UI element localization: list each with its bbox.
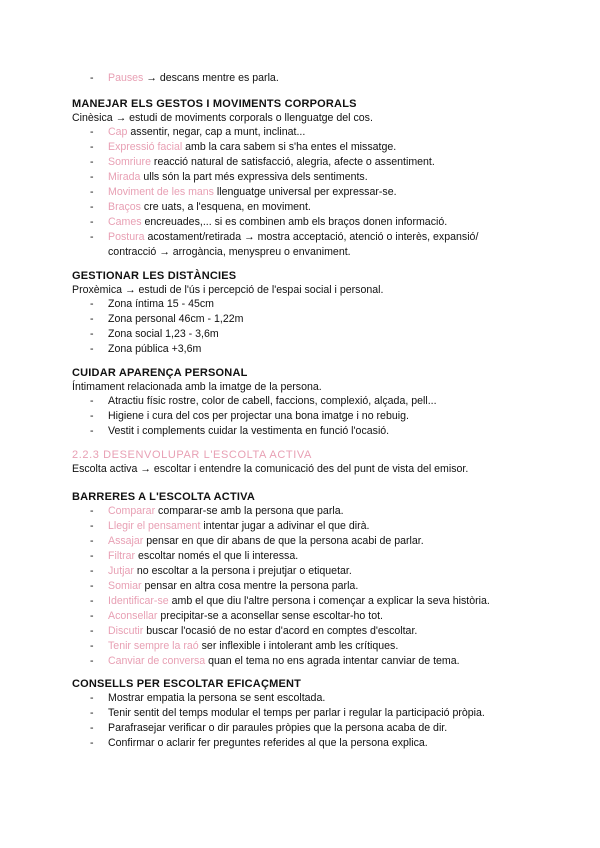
term: Llegir el pensament: [108, 520, 201, 532]
list-item: - Tenir sentit del temps modular el temps per parlar i regular la participació pròpia.: [90, 707, 485, 719]
item-text: Parafrasejar verificar o dir paraules pròpies que la persona acaba de dir.: [108, 722, 448, 734]
list-item: - Assajar pensar en que dir abans de que la persona acabi de parlar.: [90, 535, 424, 547]
item-text: escoltar només el que li interessa.: [135, 550, 299, 562]
list-item: - Parafrasejar verificar o dir paraules pròpies que la persona acaba de dir.: [90, 722, 448, 734]
list-item: - Braços cre uats, a l'esquena, en moviment.: [90, 201, 311, 213]
list-item: - Higiene i cura del cos per projectar una bona imatge i no rebuig.: [90, 410, 409, 422]
section-intro: Escolta activa → escoltar i entendre la comunicació des del punt de vista del emisor.: [72, 463, 469, 475]
term: Discutir: [108, 625, 144, 637]
list-item: - Somiar pensar en altra cosa mentre la persona parla.: [90, 580, 359, 592]
section-intro: Íntimament relacionada amb la imatge de la persona.: [72, 381, 322, 393]
list-item: - Discutir buscar l'ocasió de no estar d'acord en comptes d'escoltar.: [90, 625, 418, 637]
list-item: - Aconsellar precipitar-se a aconsellar sense escoltar-ho tot.: [90, 610, 383, 622]
item-text: pensar en altra cosa mentre la persona parla.: [141, 580, 359, 592]
list-item: - Comparar comparar-se amb la persona que parla.: [90, 505, 344, 517]
section-list: [72, 297, 532, 357]
term: Expressió facial: [108, 141, 183, 153]
section-intro: Proxèmica → estudi de l'ús i percepció de l'espai social i personal.: [72, 284, 384, 296]
item-text: Higiene i cura del cos per projectar una bona imatge i no rebuig.: [108, 410, 409, 422]
list-item: - Jutjar no escoltar a la persona i prejutjar o etiquetar.: [90, 565, 352, 577]
list-item: - Mostrar empatia la persona se sent escoltada.: [90, 692, 326, 704]
item-text: reacció natural de satisfacció, alegria, afecte o assentiment.: [150, 156, 435, 168]
section-intro: Cinèsica → estudi de moviments corporals o llenguatge del cos.: [72, 112, 373, 124]
section-consells: [72, 677, 532, 751]
term: Canviar de conversa: [108, 655, 206, 667]
term: Braços: [108, 201, 141, 213]
term: Filtrar: [108, 550, 136, 562]
list-item: - Zona personal 46cm - 1,22m: [90, 313, 244, 325]
item-text: intentar jugar a adivinar el que dirà.: [200, 520, 370, 532]
item-text: amb la cara sabem si s'ha entes el missatge.: [182, 141, 397, 153]
term: Mirada: [108, 171, 141, 183]
item-text: acostament/retirada → mostra acceptació, atenció o interès, expansió/: [144, 231, 479, 243]
term: Somriure: [108, 156, 151, 168]
list-item: - Somriure reacció natural de satisfacció, alegria, afecte o assentiment.: [90, 156, 435, 168]
item-text: Zona pública +3,6m: [108, 343, 202, 355]
list-item: - Atractiu físic rostre, color de cabell, faccions, complexió, alçada, pell...: [90, 395, 437, 407]
item-text: → descans mentre es parla.: [143, 72, 279, 84]
list-item: - Zona íntima 15 - 45cm: [90, 298, 214, 310]
list-item: - Confirmar o aclarir fer preguntes referides al que la persona explica.: [90, 737, 428, 749]
section-list: [72, 125, 532, 245]
item-text: Mostrar empatia la persona se sent escoltada.: [108, 692, 326, 704]
section-list: [72, 691, 532, 751]
section-list: [72, 504, 532, 669]
item-text: amb el que diu l'altre persona i començar a explicar la seva història.: [168, 595, 490, 607]
list-item: - Cames encreuades,... si es combinen amb els braços donen informació.: [90, 216, 448, 228]
term: Cames: [108, 216, 142, 228]
list-item: - Canviar de conversa quan el tema no ens agrada intentar canviar de tema.: [90, 655, 460, 667]
term: Identificar-se: [108, 595, 169, 607]
term: Pauses: [108, 72, 144, 84]
list-item: - Pauses → descans mentre es parla.: [90, 72, 279, 84]
section-escolta-activa: [72, 448, 532, 476]
top-list: [72, 71, 532, 86]
item-text: assentir, negar, cap a munt, inclinat...: [127, 126, 306, 138]
item-text: Zona social 1,23 - 3,6m: [108, 328, 219, 340]
item-text: cre uats, a l'esquena, en moviment.: [140, 201, 311, 213]
item-text: llenguatge universal per expressar-se.: [213, 186, 397, 198]
term: Assajar: [108, 535, 144, 547]
term: Aconsellar: [108, 610, 158, 622]
item-text: no escoltar a la persona i prejutjar o etiquetar.: [133, 565, 352, 577]
item-text: Tenir sentit del temps modular el temps per parlar i regular la participació pròpia.: [108, 707, 485, 719]
section-list: [72, 394, 532, 439]
section-gestos: [72, 97, 532, 260]
section-heading: MANEJAR ELS GESTOS I MOVIMENTS CORPORALS: [72, 98, 357, 110]
list-item: - Expressió facial amb la cara sabem si s'ha entes el missatge.: [90, 141, 397, 153]
section-aparenca: [72, 366, 532, 439]
list-item: - Filtrar escoltar només el que li interessa.: [90, 550, 299, 562]
list-item: - Postura acostament/retirada → mostra acceptació, atenció o interès, expansió/: [90, 231, 479, 243]
term: Comparar: [108, 505, 156, 517]
item-text: Atractiu físic rostre, color de cabell, faccions, complexió, alçada, pell...: [108, 395, 437, 407]
item-text: ser inflexible i intolerant amb les crítiques.: [198, 640, 399, 652]
list-item: - Moviment de les mans llenguatge universal per expressar-se.: [90, 186, 397, 198]
item-text: ulls són la part més expressiva dels sentiments.: [140, 171, 368, 183]
term: Cap: [108, 126, 128, 138]
item-text: buscar l'ocasió de no estar d'acord en comptes d'escoltar.: [143, 625, 418, 637]
term: Somiar: [108, 580, 142, 592]
list-item: - Cap assentir, negar, cap a munt, inclinat...: [90, 126, 306, 138]
list-item: - Mirada ulls són la part més expressiva dels sentiments.: [90, 171, 368, 183]
list-item: - Zona social 1,23 - 3,6m: [90, 328, 219, 340]
item-text: Zona personal 46cm - 1,22m: [108, 313, 244, 325]
term: Jutjar: [108, 565, 134, 577]
section-heading: BARRERES A L'ESCOLTA ACTIVA: [72, 491, 255, 503]
list-item: - Zona pública +3,6m: [90, 343, 202, 355]
item-text: Vestit i complements cuidar la vestimenta en funció l'ocasió.: [108, 425, 390, 437]
item-text: precipitar-se a aconsellar sense escoltar-ho tot.: [157, 610, 383, 622]
term: Moviment de les mans: [108, 186, 214, 198]
item-text: comparar-se amb la persona que parla.: [155, 505, 344, 517]
item-text: quan el tema no ens agrada intentar canviar de tema.: [205, 655, 460, 667]
item-text: pensar en que dir abans de que la persona acabi de parlar.: [143, 535, 424, 547]
list-item: - Identificar-se amb el que diu l'altre persona i començar a explicar la seva història.: [90, 595, 490, 607]
section-barreres: [72, 490, 532, 669]
term: Tenir sempre la raó: [108, 640, 199, 652]
item-continuation: contracció → arrogància, menyspreu o envaniment.: [108, 246, 351, 258]
section-distancies: [72, 269, 532, 357]
list-item: - Llegir el pensament intentar jugar a adivinar el que dirà.: [90, 520, 370, 532]
item-text: Zona íntima 15 - 45cm: [108, 298, 214, 310]
section-heading: CONSELLS PER ESCOLTAR EFICAÇMENT: [72, 678, 302, 690]
section-heading: GESTIONAR LES DISTÀNCIES: [72, 270, 237, 282]
list-item: - Vestit i complements cuidar la vestimenta en funció l'ocasió.: [90, 425, 390, 437]
section-heading: CUIDAR APARENÇA PERSONAL: [72, 367, 248, 379]
list-item: - Tenir sempre la raó ser inflexible i intolerant amb les crítiques.: [90, 640, 399, 652]
item-text: encreuades,... si es combinen amb els braços donen informació.: [141, 216, 448, 228]
term: Postura: [108, 231, 145, 243]
subsection-heading: 2.2.3 DESENVOLUPAR L'ESCOLTA ACTIVA: [72, 449, 312, 461]
item-text: Confirmar o aclarir fer preguntes referides al que la persona explica.: [108, 737, 428, 749]
